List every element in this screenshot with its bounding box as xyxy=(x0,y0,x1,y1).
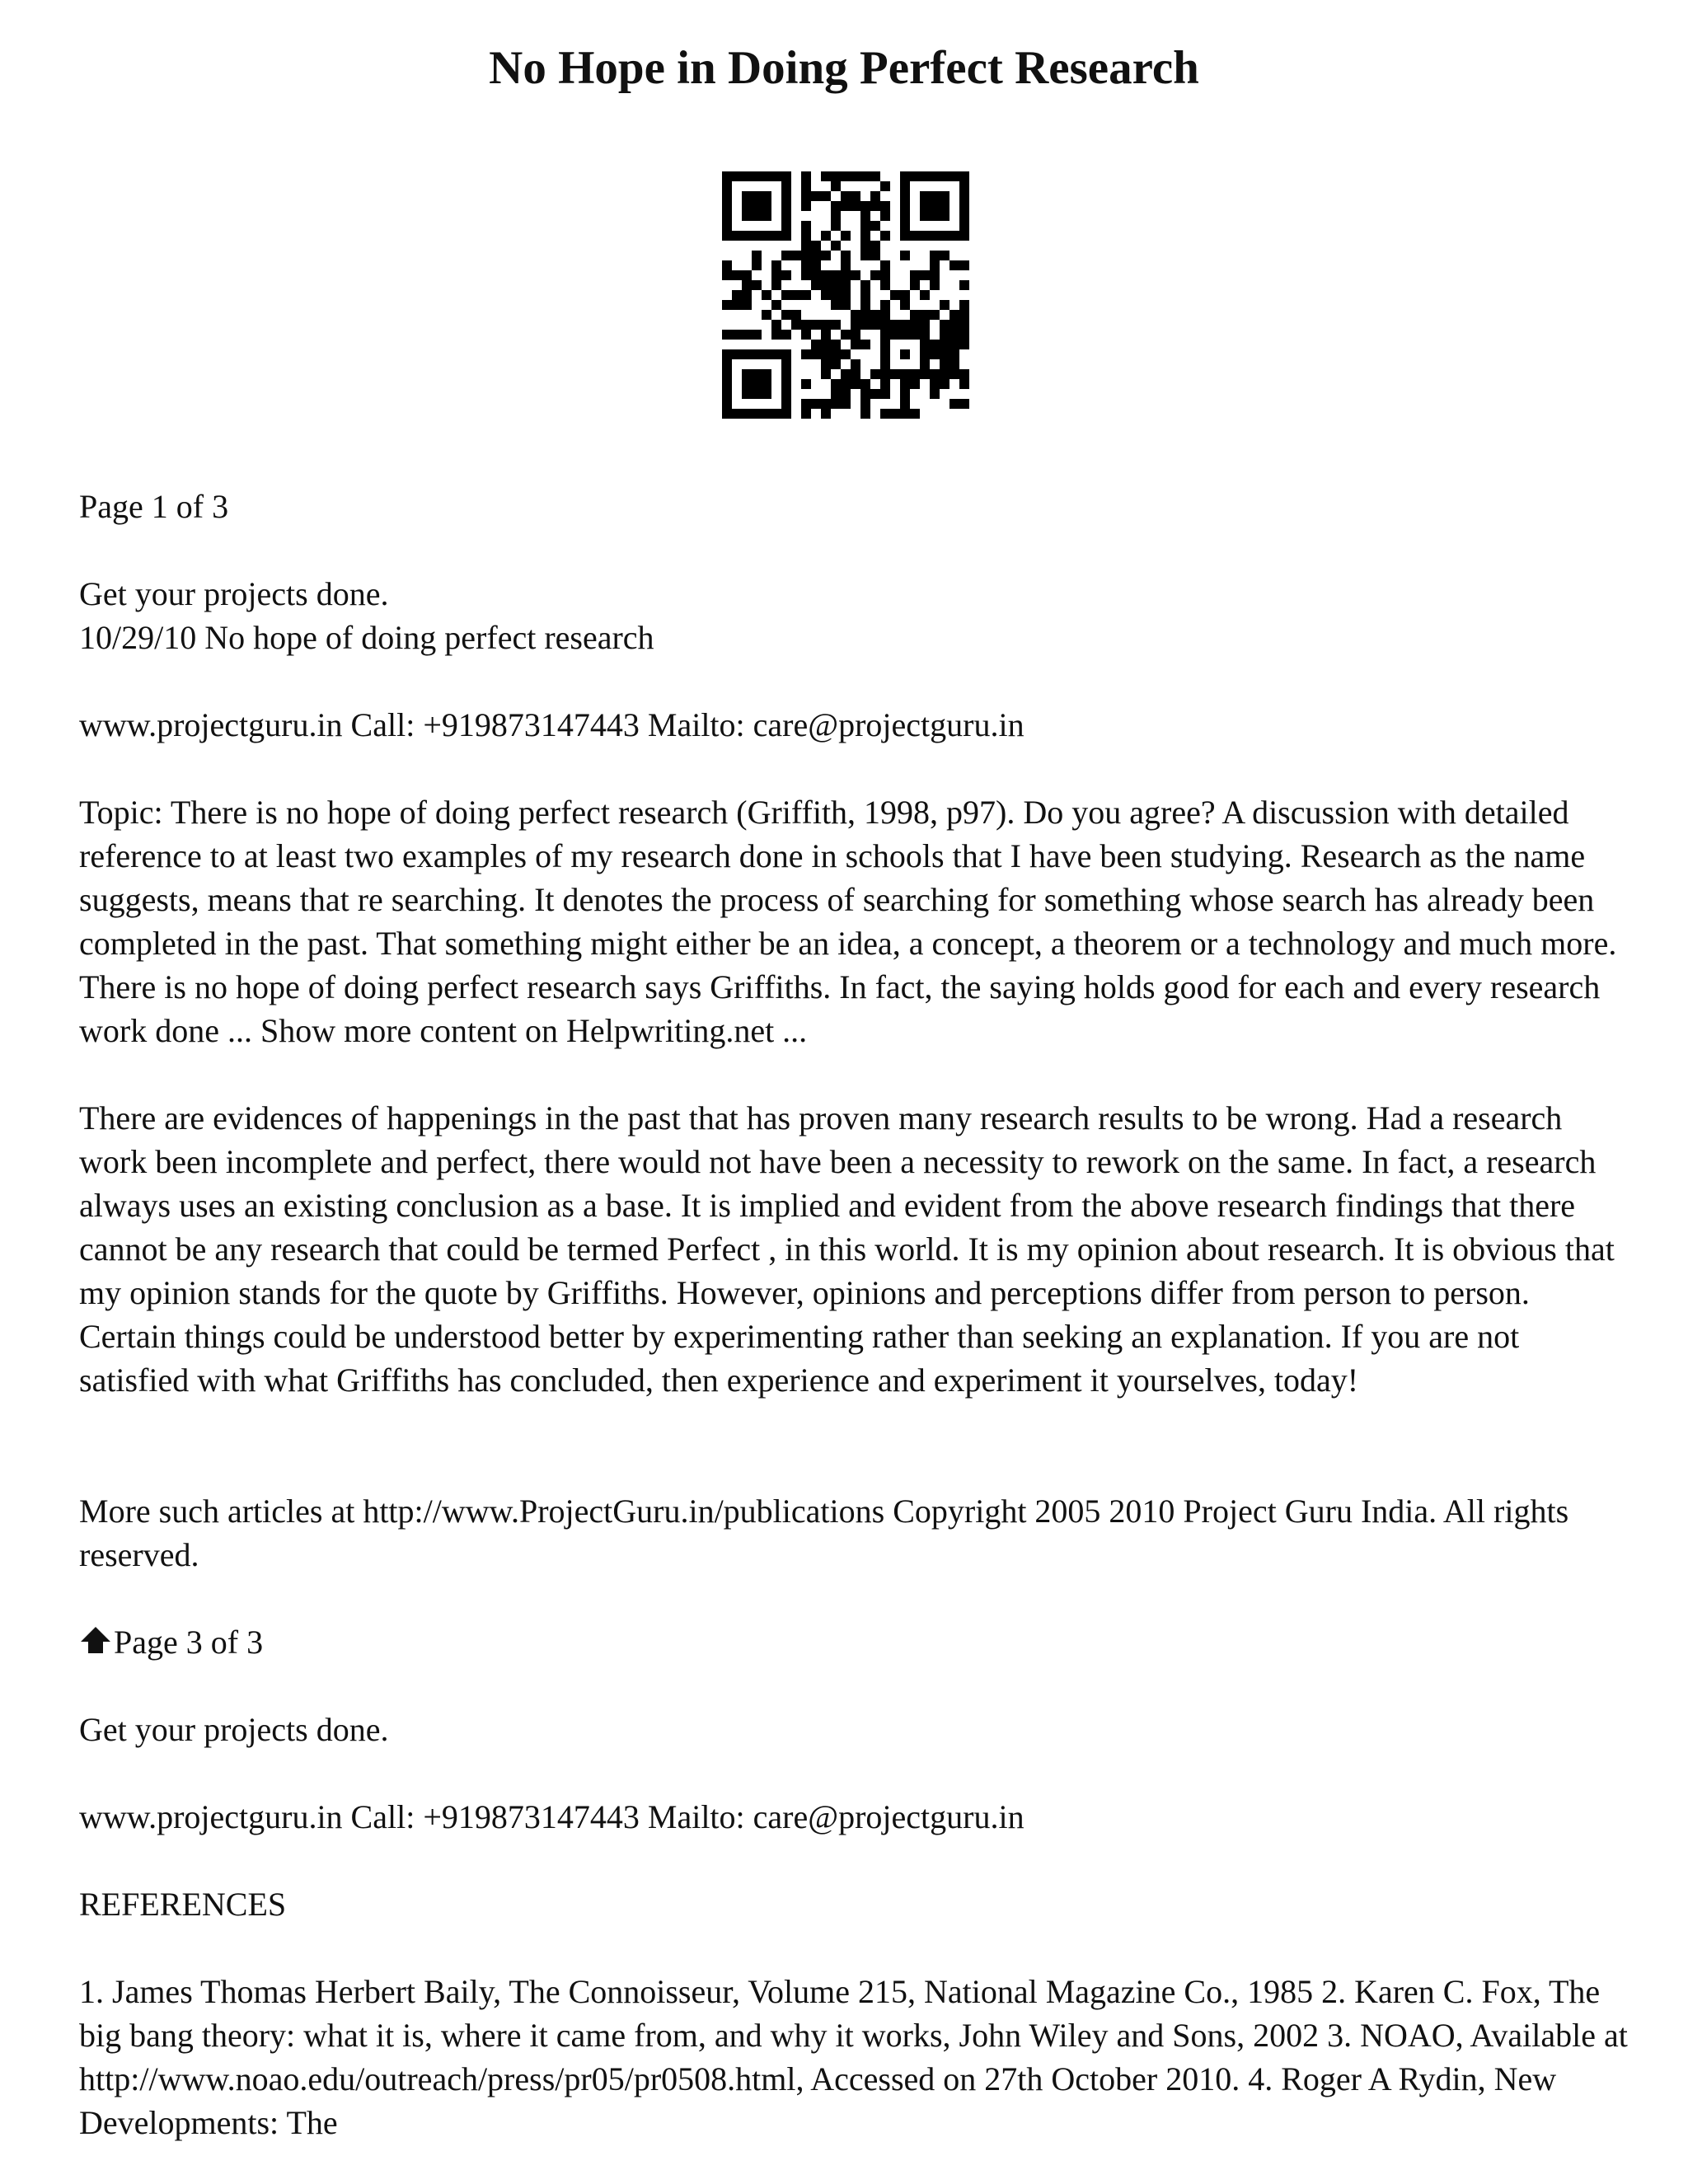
qr-module xyxy=(841,349,851,359)
qr-module xyxy=(870,221,880,231)
qr-module xyxy=(841,399,851,409)
qr-module xyxy=(801,241,811,251)
qr-module xyxy=(940,251,950,260)
qr-module xyxy=(841,369,851,379)
qr-module xyxy=(851,340,860,349)
qr-module xyxy=(831,340,841,349)
qr-module xyxy=(831,300,841,310)
qr-module xyxy=(920,330,930,340)
qr-module xyxy=(880,300,890,310)
qr-module xyxy=(880,379,890,389)
qr-module xyxy=(851,369,860,379)
qr-module xyxy=(959,369,969,379)
qr-module xyxy=(851,191,860,201)
qr-module xyxy=(870,270,880,280)
qr-module xyxy=(841,290,851,300)
qr-module xyxy=(870,310,880,320)
qr-module xyxy=(900,369,910,379)
page-3-label: Page 3 of 3 xyxy=(114,1624,264,1661)
qr-module xyxy=(900,330,910,340)
date-line: 10/29/10 No hope of doing perfect research xyxy=(79,619,654,656)
qr-module xyxy=(860,399,870,409)
qr-module xyxy=(860,300,870,310)
qr-module xyxy=(801,251,811,260)
qr-module xyxy=(930,280,940,290)
qr-module xyxy=(880,340,890,349)
qr-module xyxy=(959,260,969,270)
qr-module xyxy=(801,201,811,211)
qr-module xyxy=(940,300,950,310)
qr-module xyxy=(851,359,860,369)
qr-module xyxy=(940,369,950,379)
qr-module xyxy=(930,369,940,379)
qr-module xyxy=(880,260,890,270)
qr-module xyxy=(801,221,811,231)
qr-module xyxy=(940,340,950,349)
qr-module xyxy=(930,270,940,280)
qr-module xyxy=(811,191,821,201)
qr-module xyxy=(791,290,801,300)
qr-module xyxy=(930,310,940,320)
qr-module xyxy=(860,231,870,241)
qr-module xyxy=(841,201,851,211)
qr-module xyxy=(870,241,880,251)
qr-module xyxy=(831,280,841,290)
qr-module xyxy=(880,280,890,290)
qr-module xyxy=(831,320,841,330)
qr-module xyxy=(860,280,870,290)
qr-module xyxy=(821,409,831,419)
qr-module xyxy=(781,290,791,300)
qr-module xyxy=(841,251,851,260)
qr-module xyxy=(742,300,752,310)
qr-module xyxy=(880,349,890,359)
qr-module xyxy=(860,320,870,330)
qr-module xyxy=(890,330,900,340)
references-list: 1. James Thomas Herbert Baily, The Connoisseur, Volume 215, National Magazine Co., 1985 2. Karen C. Fox, The big bang theory: what it is, where it came from, and why it works, John Wiley and Sons, 2002 3. NOAO, Available at http://www.noao.edu/outreach/press/pr05/pr0508.html, Accessed on 27th October 2010. 4. Roger A Rydin, New Developments: The xyxy=(79,1973,1628,2141)
qr-module xyxy=(841,191,851,201)
qr-module xyxy=(870,251,880,260)
qr-module xyxy=(762,310,771,320)
qr-module xyxy=(880,320,890,330)
qr-module xyxy=(811,260,821,270)
qr-module xyxy=(831,241,841,251)
qr-module xyxy=(821,320,831,330)
qr-module xyxy=(801,270,811,280)
qr-module xyxy=(722,270,732,280)
qr-module xyxy=(841,300,851,310)
qr-module xyxy=(771,320,781,330)
qr-module xyxy=(940,330,950,340)
document-title: No Hope in Doing Perfect Research xyxy=(489,42,1199,94)
qr-module xyxy=(870,201,880,211)
qr-module xyxy=(860,211,870,221)
qr-module xyxy=(860,241,870,251)
qr-module xyxy=(811,399,821,409)
qr-module xyxy=(801,171,811,181)
up-arrow-icon xyxy=(79,1625,112,1655)
qr-module xyxy=(860,171,870,181)
qr-module xyxy=(930,260,940,270)
qr-module xyxy=(732,300,742,310)
qr-module xyxy=(900,251,910,260)
qr-module xyxy=(900,409,910,419)
qr-module xyxy=(900,349,910,359)
qr-module xyxy=(821,251,831,260)
qr-module xyxy=(801,191,811,201)
qr-module xyxy=(771,260,781,270)
qr-module xyxy=(722,330,732,340)
qr-module xyxy=(950,330,959,340)
contact-line-2: www.projectguru.in Call: +919873147443 Mailto: care@projectguru.in xyxy=(79,1798,1025,1835)
qr-module xyxy=(950,340,959,349)
qr-module xyxy=(771,330,781,340)
qr-module xyxy=(742,270,752,280)
qr-module xyxy=(851,171,860,181)
qr-module xyxy=(890,320,900,330)
qr-module xyxy=(841,231,851,241)
qr-module xyxy=(771,300,781,310)
qr-module xyxy=(841,379,851,389)
qr-module xyxy=(920,340,930,349)
qr-module xyxy=(811,320,821,330)
qr-module xyxy=(821,270,831,280)
qr-module xyxy=(841,260,851,270)
qr-module xyxy=(851,270,860,280)
topic-paragraph: Topic: There is no hope of doing perfect research (Griffith, 1998, p97). Do you agree? A discussion with detailed reference to at least two examples of my research done in schools that I have been studying. Research as the name suggests, means that re searching. It denotes the process of searching for something whose search has already been completed in the past. That something might either be an idea, a concept, a theorem or a technology and much more. There is no hope of doing perfect research says Griffiths. In fact, the saying holds good for each and every research work done ... Show more content on Helpwriting.net ... xyxy=(79,794,1617,1049)
evidence-paragraph: There are evidences of happenings in the past that has proven many research results to be wrong. Had a research work been incomplete and perfect, there would not have been a necessity to rework on the same. In fact, a research always uses an existing conclusion as a base. It is implied and evident from the above research findings that there cannot be any research that could be termed Perfect , in this world. It is my opinion about research. It is obvious that my opinion stands for the quote by Griffiths. However, opinions and perceptions differ from person to person. Certain things could be understood better by experimenting rather than seeking an explanation. If you are not satisfied with what Griffiths has concluded, then experience and experiment it yourselves, today! xyxy=(79,1099,1615,1399)
qr-module xyxy=(910,280,920,290)
qr-module xyxy=(821,399,831,409)
qr-module xyxy=(930,379,940,389)
qr-module xyxy=(732,290,742,300)
qr-module xyxy=(959,310,969,320)
qr-module xyxy=(870,320,880,330)
references-heading: REFERENCES xyxy=(79,1886,287,1923)
qr-module xyxy=(930,251,940,260)
qr-module xyxy=(841,389,851,399)
qr-module xyxy=(920,320,930,330)
qr-module xyxy=(801,349,811,359)
qr-module xyxy=(831,201,841,211)
qr-module xyxy=(722,300,732,310)
qr-module xyxy=(831,221,841,231)
qr-module xyxy=(880,270,890,280)
qr-module xyxy=(880,181,890,191)
qr-module xyxy=(860,389,870,399)
qr-module xyxy=(801,290,811,300)
qr-module xyxy=(880,369,890,379)
qr-module xyxy=(742,290,752,300)
qr-module xyxy=(752,330,762,340)
contact-line-1: www.projectguru.in Call: +919873147443 Mailto: care@projectguru.in xyxy=(79,706,1025,743)
qr-module xyxy=(821,369,831,379)
qr-module xyxy=(920,310,930,320)
qr-module xyxy=(880,409,890,419)
qr-module xyxy=(910,409,920,419)
qr-module xyxy=(940,349,950,359)
qr-module xyxy=(781,310,791,320)
qr-module xyxy=(920,270,930,280)
qr-module xyxy=(771,270,781,280)
qr-module xyxy=(851,330,860,340)
qr-module xyxy=(781,330,791,340)
qr-module xyxy=(831,399,841,409)
tagline-1: Get your projects done. xyxy=(79,575,389,612)
qr-module xyxy=(910,270,920,280)
qr-module xyxy=(860,310,870,320)
qr-module xyxy=(821,359,831,369)
qr-module xyxy=(811,349,821,359)
qr-module xyxy=(860,290,870,300)
qr-module xyxy=(950,369,959,379)
qr-module xyxy=(890,369,900,379)
qr-module xyxy=(752,260,762,270)
qr-module xyxy=(900,379,910,389)
qr-module xyxy=(841,270,851,280)
qr-module xyxy=(920,369,930,379)
qr-module xyxy=(841,330,851,340)
qr-module xyxy=(959,399,969,409)
qr-module xyxy=(791,320,801,330)
qr-module xyxy=(831,359,841,369)
qr-module xyxy=(801,330,811,340)
qr-module xyxy=(851,320,860,330)
qr-module xyxy=(801,320,811,330)
qr-module xyxy=(821,340,831,349)
qr-module xyxy=(801,399,811,409)
qr-module xyxy=(801,181,811,191)
qr-module xyxy=(920,349,930,359)
qr-module xyxy=(801,260,811,270)
qr-module xyxy=(959,340,969,349)
qr-module xyxy=(959,330,969,340)
qr-module xyxy=(880,201,890,211)
qr-module xyxy=(831,379,841,389)
qr-module xyxy=(890,290,900,300)
qr-module xyxy=(831,389,841,399)
qr-module xyxy=(940,359,950,369)
qr-module xyxy=(870,171,880,181)
qr-module xyxy=(880,359,890,369)
qr-module xyxy=(930,340,940,349)
qr-module xyxy=(880,231,890,241)
qr-module xyxy=(880,310,890,320)
qr-module xyxy=(860,409,870,419)
qr-module xyxy=(781,251,791,260)
qr-module xyxy=(930,349,940,359)
qr-module xyxy=(831,211,841,221)
qr-module xyxy=(900,300,910,310)
qr-module xyxy=(722,260,732,270)
qr-module xyxy=(801,409,811,419)
qr-module xyxy=(801,379,811,389)
qr-module xyxy=(950,320,959,330)
qr-module xyxy=(900,320,910,330)
qr-module xyxy=(870,191,880,201)
qr-module xyxy=(791,310,801,320)
qr-module xyxy=(940,379,950,389)
qr-module xyxy=(890,409,900,419)
qr-module xyxy=(831,270,841,280)
qr-module xyxy=(860,379,870,389)
qr-module xyxy=(831,290,841,300)
qr-module xyxy=(880,330,890,340)
page-3-line xyxy=(79,1620,1629,1664)
qr-module xyxy=(910,320,920,330)
qr-module xyxy=(811,280,821,290)
qr-module xyxy=(900,290,910,300)
qr-module xyxy=(910,369,920,379)
qr-module xyxy=(959,300,969,310)
qr-module xyxy=(950,310,959,320)
qr-module xyxy=(811,241,821,251)
qr-module xyxy=(821,330,831,340)
qr-module xyxy=(950,349,959,359)
qr-module xyxy=(959,320,969,330)
qr-module xyxy=(752,251,762,260)
qr-module xyxy=(831,181,841,191)
qr-module xyxy=(851,310,860,320)
qr-module xyxy=(841,280,851,290)
qr-module xyxy=(821,231,831,241)
qr-module xyxy=(821,171,831,181)
qr-module xyxy=(811,251,821,260)
page-1-label: Page 1 of 3 xyxy=(79,488,229,525)
qr-module xyxy=(811,340,821,349)
qr-module xyxy=(821,349,831,359)
qr-module xyxy=(821,290,831,300)
qr-module xyxy=(910,310,920,320)
qr-module xyxy=(742,280,752,290)
qr-module xyxy=(841,171,851,181)
qr-module xyxy=(851,379,860,389)
qr-module xyxy=(781,270,791,280)
qr-module xyxy=(920,290,930,300)
qr-module xyxy=(860,251,870,260)
qr-module xyxy=(821,280,831,290)
qr-module xyxy=(732,270,742,280)
qr-module xyxy=(831,171,841,181)
qr-module xyxy=(900,399,910,409)
qr-module xyxy=(771,280,781,290)
qr-module xyxy=(860,340,870,349)
qr-module xyxy=(950,260,959,270)
qr-module xyxy=(870,369,880,379)
qr-module xyxy=(940,320,950,330)
qr-module xyxy=(900,389,910,399)
qr-module xyxy=(880,211,890,221)
qr-module xyxy=(821,191,831,201)
qr-module xyxy=(742,330,752,340)
qr-module xyxy=(910,379,920,389)
qr-module xyxy=(910,330,920,340)
qr-module xyxy=(851,201,860,211)
more-articles: More such articles at http://www.ProjectGuru.in/publications Copyright 2005 2010 Project Guru India. All rights reserved. xyxy=(79,1493,1569,1573)
qr-module xyxy=(920,359,930,369)
qr-module xyxy=(762,290,771,300)
qr-module xyxy=(880,389,890,399)
qr-module xyxy=(811,270,821,280)
qr-module xyxy=(950,399,959,409)
qr-module xyxy=(959,280,969,290)
tagline-2: Get your projects done. xyxy=(79,1711,389,1748)
qr-module xyxy=(801,231,811,241)
qr-code-icon xyxy=(722,171,969,419)
qr-module xyxy=(870,389,880,399)
qr-module xyxy=(791,251,801,260)
qr-module xyxy=(831,349,841,359)
qr-module xyxy=(959,379,969,389)
qr-module xyxy=(930,389,940,399)
qr-module xyxy=(752,280,762,290)
qr-module xyxy=(860,201,870,211)
qr-module xyxy=(860,221,870,231)
qr-module xyxy=(950,359,959,369)
qr-module xyxy=(732,330,742,340)
